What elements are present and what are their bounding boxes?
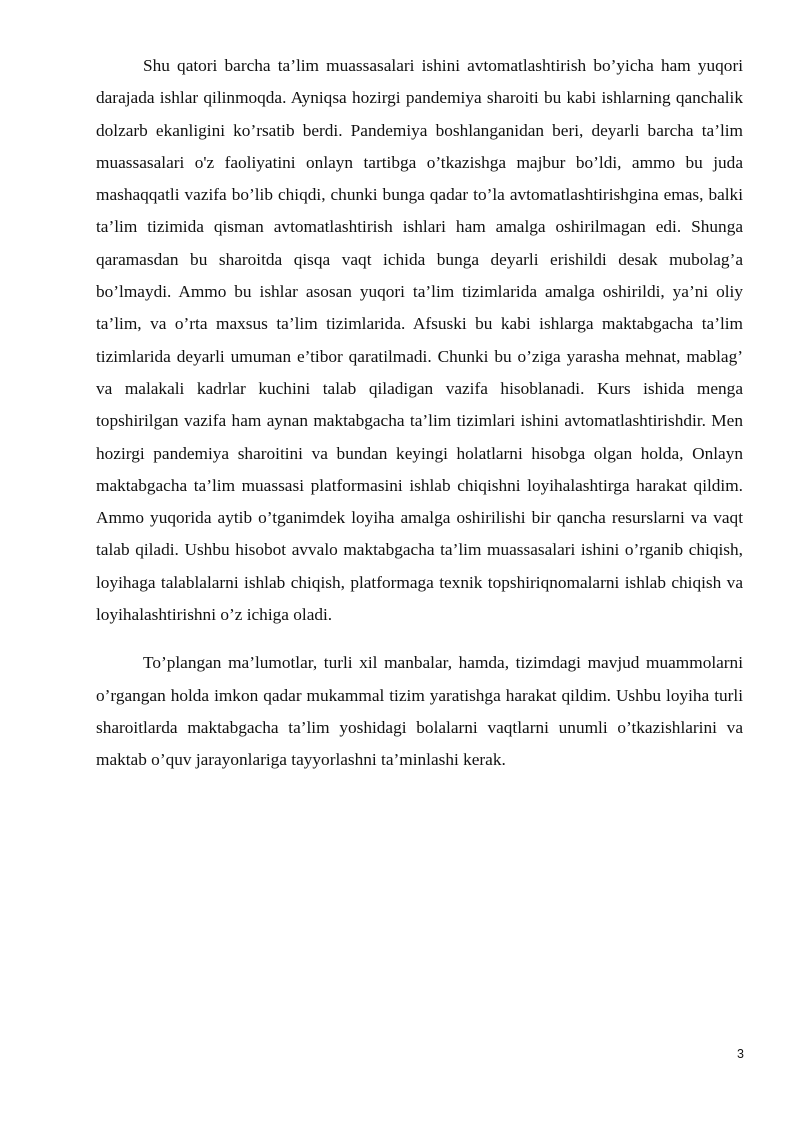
body-text <box>96 50 743 777</box>
paragraph: To’plangan ma’lumotlar, turli xil manbalar, hamda, tizimdagi mavjud muammolarni o’rgangan holda imkon qadar mukammal tizim yaratishga harakat qildim. Ushbu loyiha turli sharoitlarda maktabgacha ta’lim yoshidagi bolalarni vaqtlarni unumli o’tkazishlarini va maktab o’quv jarayonlariga tayyorlashni ta’minlashi kerak. <box>96 653 743 770</box>
paragraph: Shu qatori barcha ta’lim muassasalari ishini avtomatlashtirish bo’yicha ham yuqori darajada ishlar qilinmoqda. Ayniqsa hozirgi pandemiya sharoiti bu kabi ishlarning qanchalik dolzarb ekanligini ko’rsatib berdi. Pandemiya boshlanganidan beri, deyarli barcha ta’lim muassasalari o'z faoliyatini onlayn tartibga o’tkazishga majbur bo’ldi, ammo bu juda mashaqqatli vazifa bo’lib chiqdi, chunki bunga qadar to’la avtomatlashtirishgina emas, balki ta’lim tizimida qisman avtomatlashtirish ishlari ham amalga oshirilmagan edi. Shunga qaramasdan bu sharoitda qisqa vaqt ichida bunga deyarli erishildi desak mubolag’a bo’lmaydi. Ammo bu ishlar asosan yuqori ta’lim tizimlarida amalga oshirildi, ya’ni oliy ta’lim, va o’rta maxsus ta’lim tizimlarida. Afsuski bu kabi ishlarga maktabgacha ta’lim tizimlarida deyarli umuman e’tibor qaratilmadi. Chunki bu o’ziga yarasha mehnat, mablag’ va malakali kadrlar kuchini talab qiladigan vazifa hisoblanadi. Kurs ishida menga topshirilgan vazifa ham aynan maktabgacha ta’lim tizimlari ishini avtomatlashtirishdir. Men hozirgi pandemiya sharoitini va bundan keyingi holatlarni hisobga olgan holda, Onlayn maktabgacha ta’lim muassasi platformasini ishlab chiqishni loyihalashtirga harakat qildim. Ammo yuqorida aytib o’tganimdek loyiha amalga oshirilishi bir qancha resurslarni va vaqt talab qiladi. Ushbu hisobot avvalo maktabgacha ta’lim muassasalari ishini o’rganib chiqish, loyihaga talablalarni ishlab chiqish, platformaga texnik topshiriqnomalarni ishlab chiqish va loyihalashtirishni o’z ichiga oladi. <box>96 56 743 625</box>
page-number: 3 <box>737 1047 744 1061</box>
